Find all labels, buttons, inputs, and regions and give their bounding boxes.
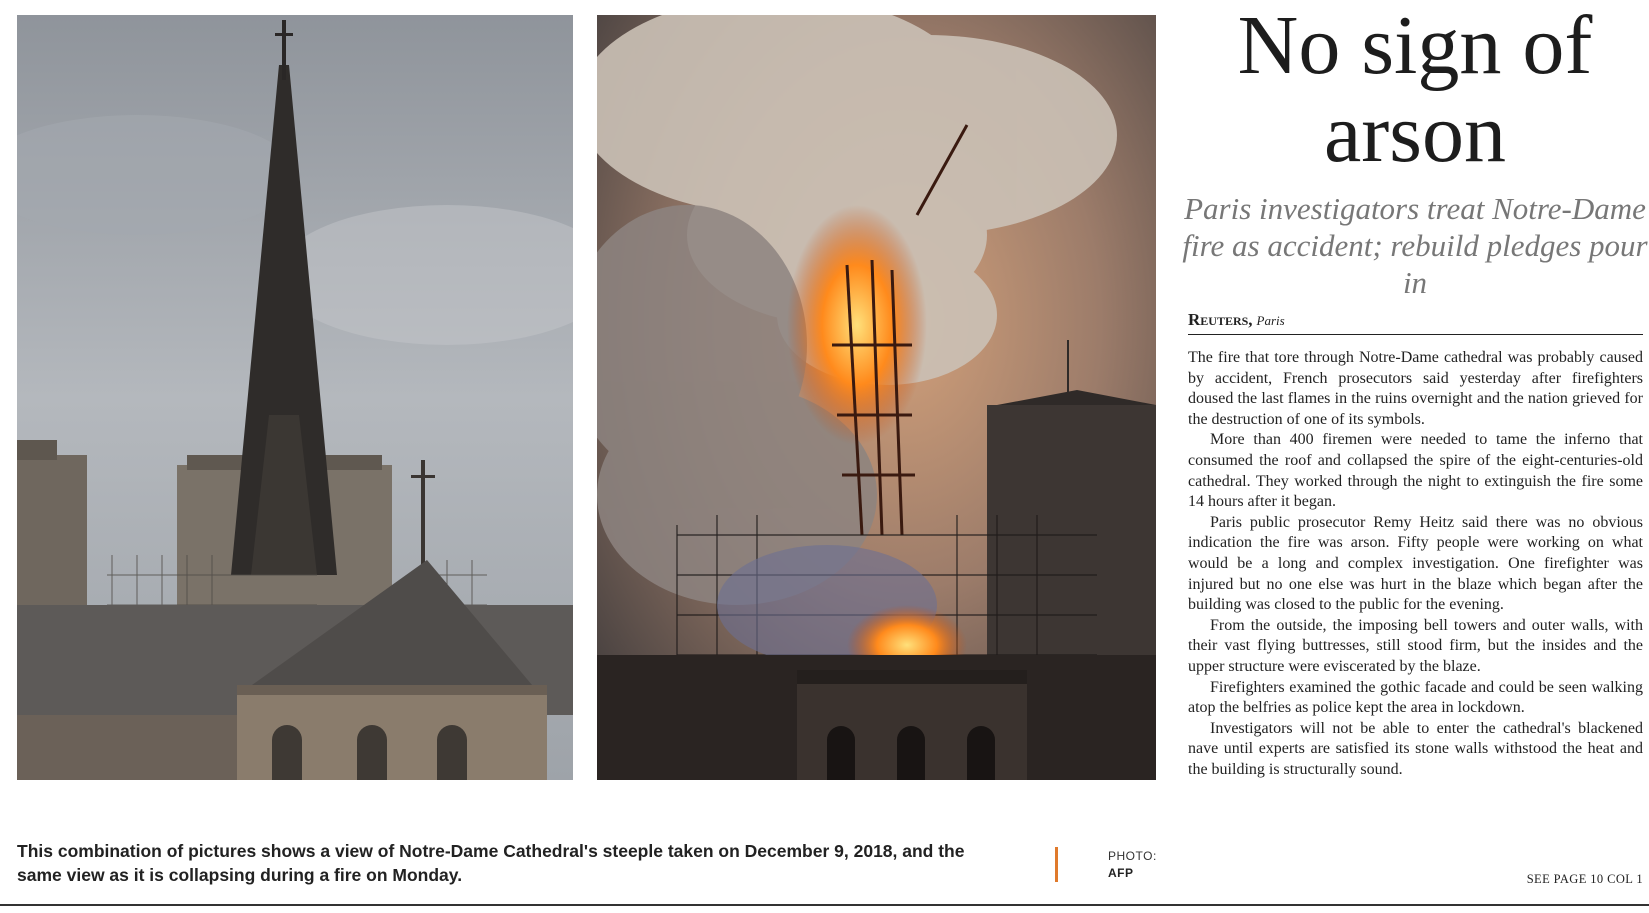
- photo-credit-label: PHOTO:: [1108, 849, 1157, 863]
- bottom-rule: [0, 904, 1649, 906]
- story-paragraph: Paris public prosecutor Remy Heitz said there was no obvious indication the fire was arson. Fifty people were working on what would be a long and complex investigation. One firefighter was injured but no one else was hurt in the blaze which began after the building was closed to the public for the evening.: [1188, 513, 1643, 614]
- story-paragraph: From the outside, the imposing bell towers and outer walls, with their vast flying buttresses, still stood firm, but the insides and the upper structure were eviscerated by the blaze.: [1188, 616, 1643, 675]
- story-paragraph: Firefighters examined the gothic facade and could be seen walking atop the belfries as police kept the area in lockdown.: [1188, 678, 1643, 717]
- story-body: [1188, 348, 1643, 780]
- credit-accent-bar: [1055, 847, 1058, 882]
- photo-caption: This combination of pictures shows a view of Notre-Dame Cathedral's steeple taken on December 9, 2018, and the same view as it is collapsing during a fire on Monday.: [17, 841, 965, 885]
- jump-line[interactable]: SEE PAGE 10 COL 1: [1526, 872, 1643, 886]
- headline: No sign of arson: [1237, 0, 1593, 180]
- photo-steeple-intact: [17, 15, 573, 780]
- story-paragraph: The fire that tore through Notre-Dame cathedral was probably caused by accident, French prosecutors said yesterday after firefighters doused the last flames in the ruins overnight and the nation grieved for the destruction of one of its symbols.: [1188, 349, 1643, 428]
- byline: [1188, 310, 1643, 335]
- story-paragraph: More than 400 firemen were needed to tame the inferno that consumed the roof and collapsed the spire of the eight-centuries-old cathedral. They worked through the night to extinguish the fire some 14 hours after it began.: [1188, 431, 1643, 511]
- byline-place: Paris: [1256, 313, 1285, 328]
- photo-steeple-fire: [597, 15, 1156, 780]
- photo-credit-value: AFP: [1108, 866, 1134, 880]
- story-paragraph: Investigators will not be able to enter the cathedral's blackened nave until experts are satisfied its stone walls withstood the heat and the building is structurally sound.: [1188, 719, 1643, 778]
- byline-agency: Reuters,: [1188, 310, 1253, 329]
- deck: Paris investigators treat Notre-Dame fire as accident; rebuild pledges pour in: [1182, 191, 1648, 300]
